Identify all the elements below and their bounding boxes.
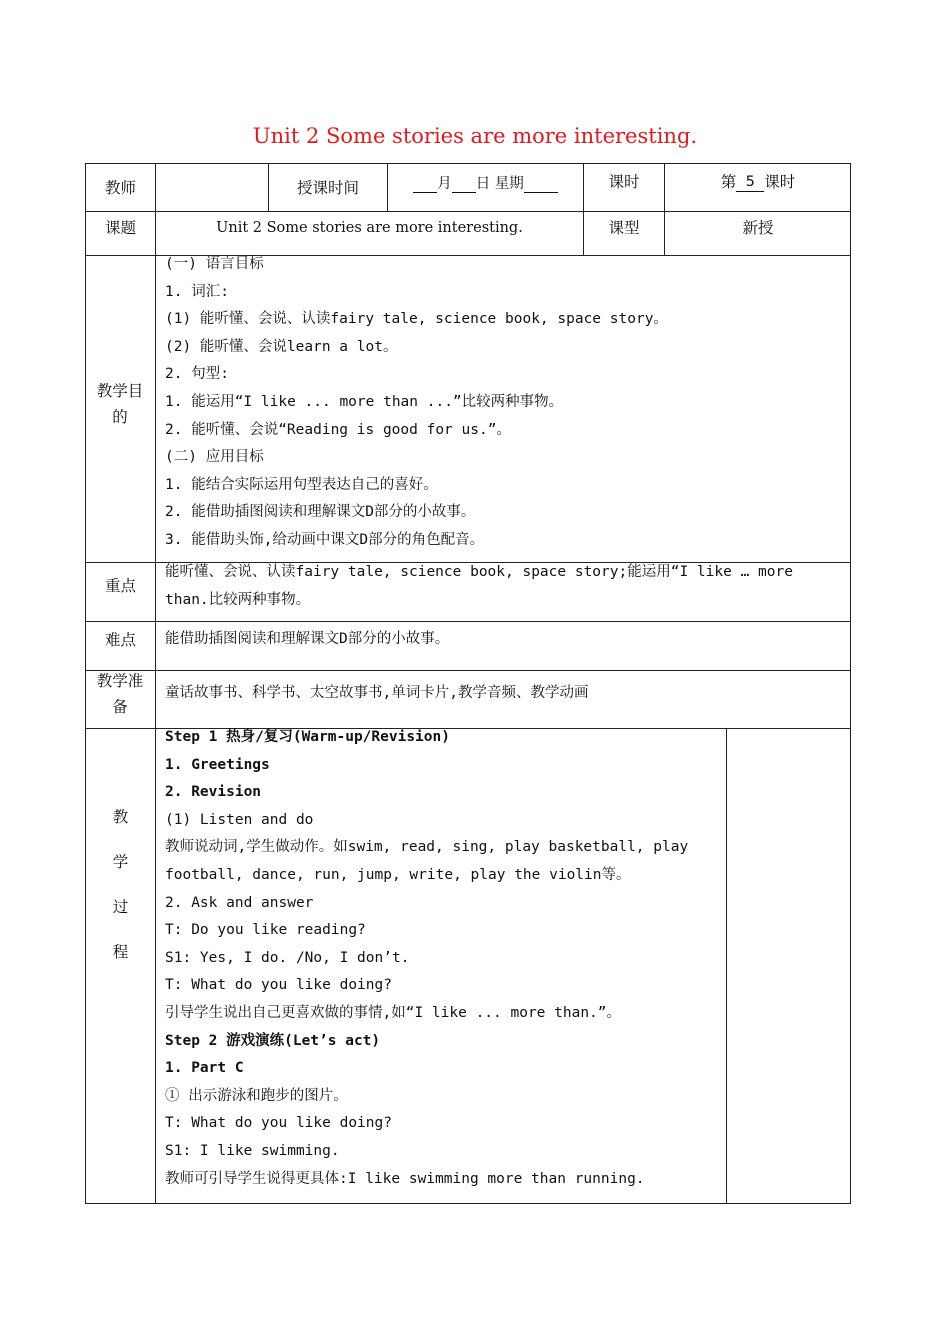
process-line: T: What do you like doing? bbox=[165, 1115, 392, 1132]
process-label-char: 程 bbox=[112, 943, 129, 961]
process-line: T: What do you like doing? bbox=[165, 977, 392, 994]
process-step-heading: Step 2 游戏演练(Let’s act) bbox=[165, 1032, 381, 1049]
period-number: 5 bbox=[736, 173, 764, 192]
process-step-heading: Step 1 热身/复习(Warm-up/Revision) bbox=[165, 729, 450, 745]
objective-line: 1. 词汇: bbox=[165, 283, 229, 300]
process-line: T: Do you like reading? bbox=[165, 922, 366, 939]
objective-line: 2. 句型: bbox=[165, 366, 229, 383]
process-line: football, dance, run, jump, write, play the violin等。 bbox=[165, 866, 631, 883]
process-line: ① 出示游泳和跑步的图片。 bbox=[165, 1087, 348, 1104]
lesson-type-label: 课型 bbox=[608, 219, 640, 237]
date-field bbox=[388, 164, 583, 204]
topic-label: 课题 bbox=[104, 219, 136, 237]
key-point-line: 能听懂、会说、认读fairy tale, science book, space story;能运用“I like … more bbox=[165, 564, 793, 580]
objective-line: (1) 能听懂、会说、认读fairy tale, science book, space story。 bbox=[165, 311, 668, 328]
process-label-char: 学 bbox=[112, 853, 129, 871]
key-point-line: than.比较两种事物。 bbox=[165, 591, 311, 608]
row-divider bbox=[85, 670, 851, 671]
col-divider bbox=[155, 163, 156, 1204]
process-content bbox=[165, 724, 688, 1193]
row-divider bbox=[85, 621, 851, 622]
objective-line: 1. 能运用“I like ... more than ...”比较两种事物。 bbox=[165, 393, 564, 410]
period-prefix: 第 bbox=[720, 173, 737, 191]
process-step-item: 2. Revision bbox=[165, 784, 262, 801]
objective-line: 2. 能听懂、会说“Reading is good for us.”。 bbox=[165, 421, 511, 438]
period-field bbox=[665, 164, 851, 200]
teacher-value bbox=[156, 164, 268, 211]
process-line: 教师说动词,学生做动作。如swim, read, sing, play basketball, play bbox=[165, 839, 689, 856]
period-suffix: 课时 bbox=[764, 173, 796, 191]
objective-line: (二) 应用目标 bbox=[165, 449, 264, 466]
month-suffix: 月 bbox=[437, 176, 452, 192]
objective-line: 2. 能借助插图阅读和理解课文D部分的小故事。 bbox=[165, 504, 476, 521]
topic-value: Unit 2 Some stories are more interesting. bbox=[216, 220, 523, 236]
difficulties-label: 难点 bbox=[104, 631, 136, 649]
time-label: 授课时间 bbox=[296, 178, 359, 197]
process-label-char: 教 bbox=[112, 808, 129, 826]
preparation-content: 童话故事书、科学书、太空故事书,单词卡片,教学音频、教学动画 bbox=[165, 685, 589, 701]
objective-line: 3. 能借助头饰,给动画中课文D部分的角色配音。 bbox=[165, 531, 485, 548]
process-step-item: 1. Part C bbox=[165, 1060, 244, 1077]
col-divider bbox=[726, 728, 727, 1204]
key-points-label: 重点 bbox=[104, 577, 136, 595]
page-title: Unit 2 Some stories are more interesting. bbox=[252, 124, 698, 148]
day-weekday-label: 日 星期 bbox=[475, 176, 524, 192]
lesson-type-value: 新授 bbox=[742, 219, 774, 237]
objectives-content bbox=[165, 251, 668, 555]
objective-line: (一) 语言目标 bbox=[165, 256, 264, 272]
process-label bbox=[86, 806, 155, 963]
objective-line: 1. 能结合实际运用句型表达自己的喜好。 bbox=[165, 476, 438, 493]
key-points-content bbox=[165, 559, 793, 614]
process-line: 2. Ask and answer bbox=[165, 894, 314, 911]
preparation-label: 教学准备 bbox=[96, 672, 144, 716]
teacher-label: 教师 bbox=[104, 178, 136, 197]
process-line: (1) Listen and do bbox=[165, 811, 314, 828]
objectives-label: 教学目的 bbox=[96, 382, 144, 426]
process-line: 引导学生说出自己更喜欢做的事情,如“I like ... more than.”。 bbox=[165, 1004, 622, 1021]
objective-line: (2) 能听懂、会说learn a lot。 bbox=[165, 338, 398, 355]
process-line: S1: I like swimming. bbox=[165, 1142, 340, 1159]
difficulties-content: 能借助插图阅读和理解课文D部分的小故事。 bbox=[165, 631, 450, 647]
process-label-char: 过 bbox=[112, 898, 129, 916]
process-step-item: 1. Greetings bbox=[165, 756, 270, 773]
process-line: 教师可引导学生说得更具体:I like swimming more than running. bbox=[165, 1170, 645, 1187]
period-label: 课时 bbox=[608, 173, 640, 191]
process-line: S1: Yes, I do. /No, I don’t. bbox=[165, 949, 410, 966]
